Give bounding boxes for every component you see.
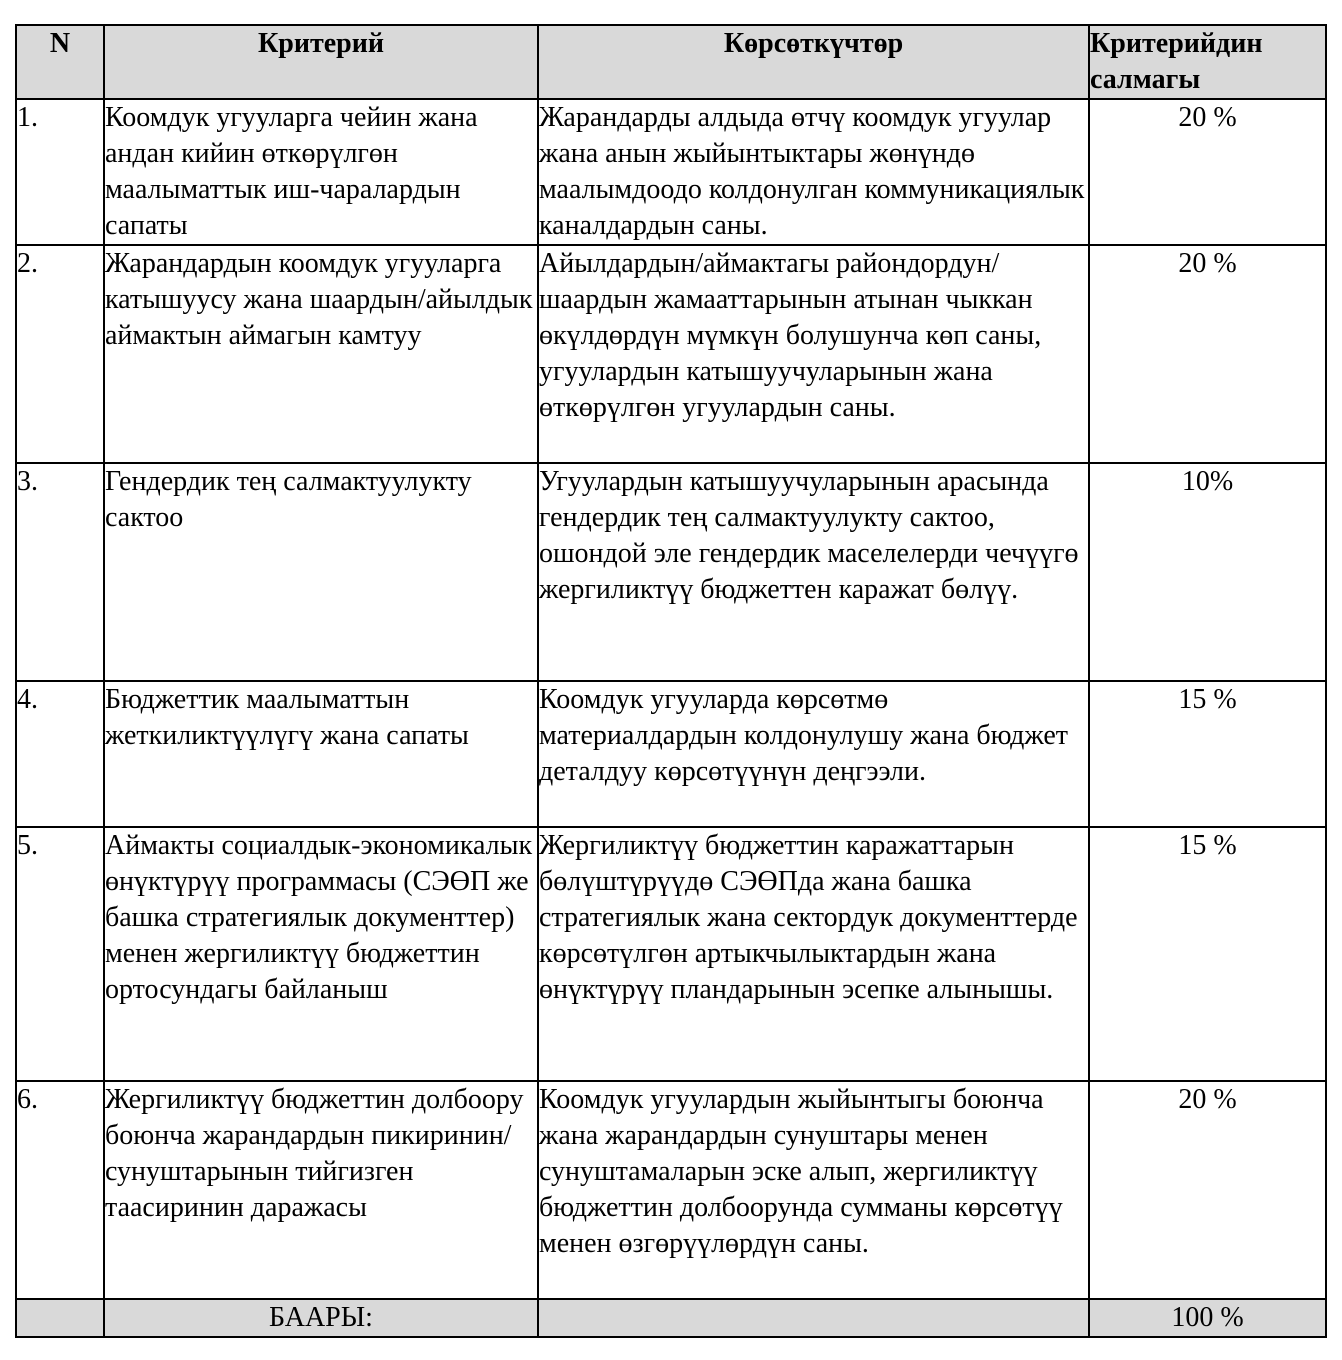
table-row <box>16 99 1326 245</box>
table-row <box>16 463 1326 681</box>
total-empty-n <box>16 1299 104 1337</box>
row-number: 2. <box>16 245 104 463</box>
total-empty-indicators <box>538 1299 1089 1337</box>
row-number: 1. <box>16 99 104 245</box>
criteria-table <box>15 24 1327 1338</box>
row-indicators: Коомдук угуулардын жыйынтыгы боюнча жана жарандардын сунуштары менен сунуштамаларын эске алып, жергиликтүү бюджеттин долбоорунда сумманы көрсөтүү менен өзгөрүүлөрдүн саны. <box>538 1081 1089 1299</box>
row-indicators: Айылдардын/аймактагы райондордун/шаардын жамааттарынын атынан чыккан өкүлдөрдүн мүмкүн болушунча көп саны, угуулардын катышуучуларынын жана өткөрүлгөн угуулардын саны. <box>538 245 1089 463</box>
row-weight: 10% <box>1089 463 1326 681</box>
row-number: 5. <box>16 827 104 1081</box>
table-row <box>16 245 1326 463</box>
row-criterion: Жарандардын коомдук угууларга катышуусу жана шаардын/айылдык аймактын аймагын камтуу <box>104 245 538 463</box>
total-weight: 100 % <box>1089 1299 1326 1337</box>
header-indicators: Көрсөткүчтөр <box>538 25 1089 99</box>
header-n: N <box>16 25 104 99</box>
row-criterion: Гендердик тең салмактуулукту сактоо <box>104 463 538 681</box>
row-weight: 15 % <box>1089 681 1326 827</box>
total-row <box>16 1299 1326 1337</box>
row-weight: 15 % <box>1089 827 1326 1081</box>
row-weight: 20 % <box>1089 99 1326 245</box>
row-criterion: Жергиликтүү бюджеттин долбоору боюнча жарандардын пикиринин/сунуштарынын тийгизген таасиринин даражасы <box>104 1081 538 1299</box>
row-indicators: Угуулардын катышуучуларынын арасында гендердик тең салмактуулукту сактоо, ошондой эле гендердик маселелерди чечүүгө жергиликтүү бюджеттен каражат бөлүү. <box>538 463 1089 681</box>
row-indicators: Жарандарды алдыда өтчү коомдук угуулар жана анын жыйынтыктары жөнүндө маалымдоодо колдонулган коммуникациялык каналдардын саны. <box>538 99 1089 245</box>
total-label: БААРЫ: <box>104 1299 538 1337</box>
row-number: 4. <box>16 681 104 827</box>
row-number: 6. <box>16 1081 104 1299</box>
row-criterion: Коомдук угууларга чейин жана андан кийин өткөрүлгөн маалыматтык иш-чаралардын сапаты <box>104 99 538 245</box>
table-row <box>16 1081 1326 1299</box>
header-row <box>16 25 1326 99</box>
header-criterion: Критерий <box>104 25 538 99</box>
row-indicators: Коомдук угууларда көрсөтмө материалдардын колдонулушу жана бюджет деталдуу көрсөтүүнүн деңгээли. <box>538 681 1089 827</box>
row-weight: 20 % <box>1089 245 1326 463</box>
row-criterion: Аймакты социалдык-экономикалык өнүктүрүү программасы (СЭӨП же башка стратегиялык документтер) менен жергиликтүү бюджеттин ортосундагы байланыш <box>104 827 538 1081</box>
table-row <box>16 827 1326 1081</box>
row-weight: 20 % <box>1089 1081 1326 1299</box>
row-number: 3. <box>16 463 104 681</box>
table-row <box>16 681 1326 827</box>
header-weight: Критерийдин салмагы <box>1089 25 1326 99</box>
row-indicators: Жергиликтүү бюджеттин каражаттарын бөлүштүрүүдө СЭӨПда жана башка стратегиялык жана сектордук документтерде көрсөтүлгөн артыкчылыктардын жана өнүктүрүү пландарынын эсепке алынышы. <box>538 827 1089 1081</box>
row-criterion: Бюджеттик маалыматтын жеткиликтүүлүгү жана сапаты <box>104 681 538 827</box>
